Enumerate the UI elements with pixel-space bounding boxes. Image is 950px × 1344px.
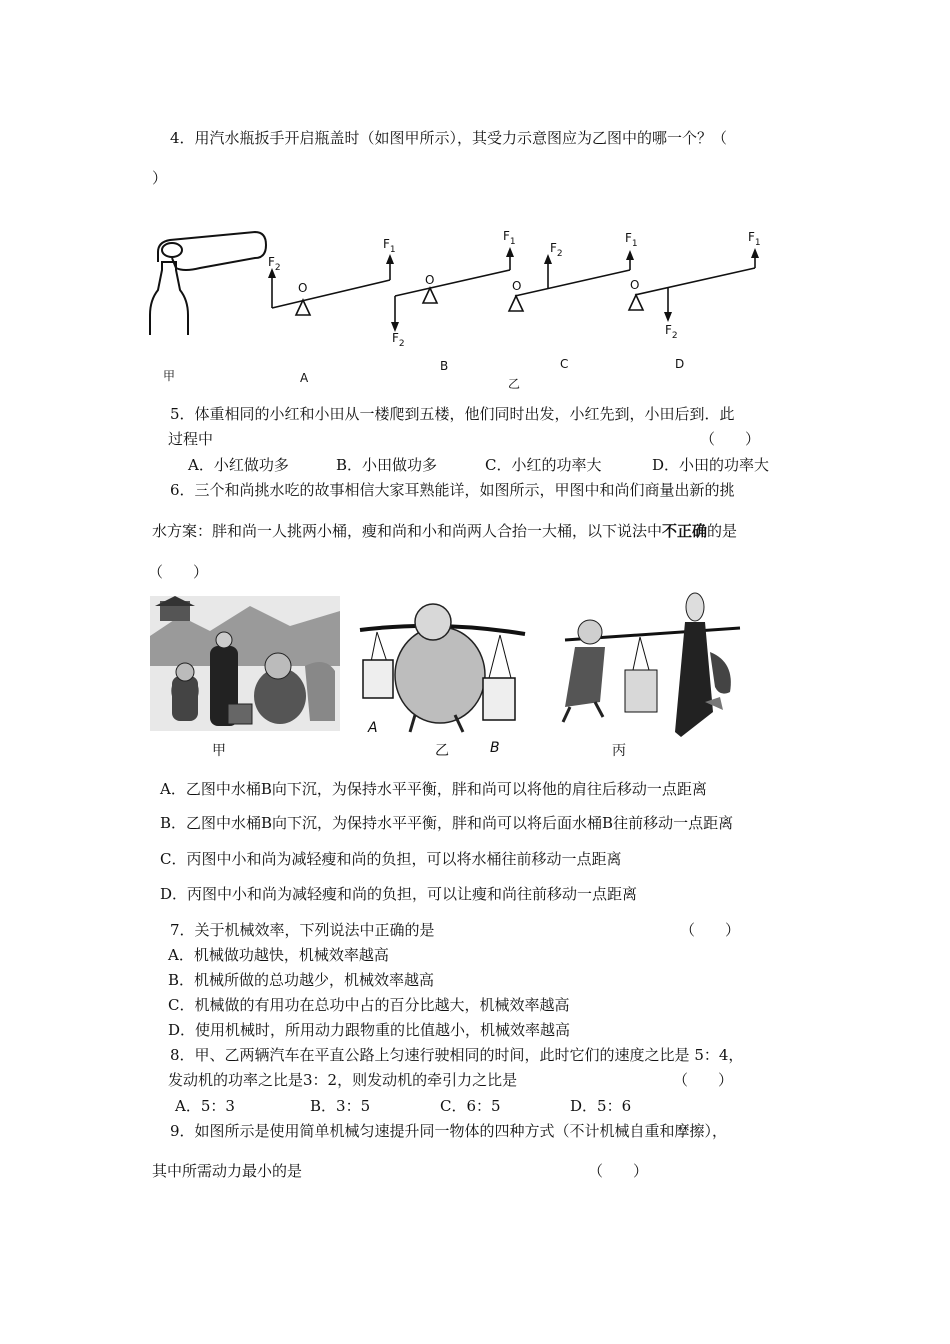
- fig-b-caption: B: [440, 359, 449, 373]
- fig-d-f2-label: $F_2$: [665, 323, 678, 341]
- q6-option-b: B．乙图中水桶B向下沉，为保持水平平衡，胖和尚可以将后面水桶B往前移动一点距离: [160, 814, 734, 832]
- q5-option-d: D．小田的功率大: [652, 456, 770, 474]
- fig-b-f1-label: $F_1$: [503, 229, 516, 247]
- q8-option-c: C．6：5: [440, 1097, 501, 1115]
- fig-c-o-label: O: [512, 279, 522, 293]
- fig-c-f1-label: $F_1$: [625, 231, 638, 249]
- q7-answer-paren: （ ）: [680, 921, 741, 939]
- fig-b-f2-label: $F_2$: [392, 331, 405, 349]
- q7-stem: 7．关于机械效率，下列说法中正确的是: [170, 921, 435, 939]
- fig-jia-caption: 甲: [163, 369, 176, 383]
- q8-answer-paren: （ ）: [673, 1071, 734, 1089]
- q8-option-a: A．5：3: [175, 1097, 235, 1115]
- picture-yi-label-b: B: [490, 740, 500, 756]
- monks-discussing-picture: [150, 596, 340, 731]
- bottle-opener-drawing: [150, 232, 266, 335]
- q5-answer-paren: （ ）: [700, 430, 761, 448]
- q7-option-b: B．机械所做的总功越少，机械效率越高: [168, 971, 435, 989]
- fig-c-f2-label: $F_2$: [550, 241, 563, 259]
- q7-option-d: D．使用机械时，所用动力跟物重的比值越小，机械效率越高: [168, 1021, 571, 1039]
- q5-option-c: C．小红的功率大: [485, 456, 602, 474]
- q5-option-a: A．小红做功多: [188, 456, 289, 474]
- q7-option-a: A．机械做功越快，机械效率越高: [168, 946, 389, 964]
- picture-yi-caption: 乙: [435, 743, 449, 759]
- fig-a-f2-label: $F_2$: [268, 255, 281, 273]
- q8-stem-line2: 发动机的功率之比是3：2，则发动机的牵引力之比是: [168, 1071, 518, 1089]
- q6-option-d: D．丙图中小和尚为减轻瘦和尚的负担，可以让瘦和尚往前移动一点距离: [160, 885, 638, 903]
- picture-yi-label-a: A: [368, 720, 378, 736]
- q7-option-c: C．机械做的有用功在总功中占的百分比越大，机械效率越高: [168, 996, 570, 1014]
- q5-stem-line2: 过程中: [168, 430, 214, 448]
- q9-stem-line2: 其中所需动力最小的是: [152, 1162, 303, 1180]
- q6-answer-paren: （ ）: [148, 563, 209, 581]
- q4-stem-line2: ）: [152, 169, 168, 187]
- fig-yi-caption: 乙: [508, 377, 521, 391]
- q5-stem-line1: 5．体重相同的小红和小田从一楼爬到五楼，他们同时出发，小红先到，小田后到．此: [170, 405, 735, 423]
- q6-stem-part3: 的是: [707, 522, 738, 540]
- two-monks-carrying-picture: [545, 592, 745, 742]
- q4-stem-line1: 4．用汽水瓶扳手开启瓶盖时（如图甲所示），其受力示意图应为乙图中的哪一个？（: [170, 129, 728, 147]
- q4-figure: [0, 0, 950, 400]
- q8-option-d: D．5：6: [570, 1097, 632, 1115]
- q8-option-b: B．3：5: [310, 1097, 371, 1115]
- q6-stem-line2: [152, 520, 737, 541]
- picture-jia-caption: 甲: [212, 743, 226, 759]
- q6-stem-part1: 水方案：胖和尚一人挑两小桶，瘦和尚和小和尚两人合抬一大桶，以下说法中: [152, 522, 663, 540]
- q9-stem-line1: 9．如图所示是使用简单机械匀速提升同一物体的四种方式（不计机械自重和摩擦），: [170, 1122, 728, 1140]
- fig-b-o-label: O: [425, 273, 435, 287]
- q6-option-a: A．乙图中水桶B向下沉，为保持水平平衡，胖和尚可以将他的肩往后移动一点距离: [160, 780, 707, 798]
- fig-d-o-label: O: [630, 278, 640, 292]
- q6-option-c: C．丙图中小和尚为减轻瘦和尚的负担，可以将水桶往前移动一点距离: [160, 850, 622, 868]
- q8-stem-line1: 8．甲、乙两辆汽车在平直公路上匀速行驶相同的时间，此时它们的速度之比是 5：4，: [170, 1046, 744, 1064]
- picture-bing-caption: 丙: [612, 743, 626, 759]
- fig-a-f1-label: $F_1$: [383, 237, 396, 255]
- fig-a-o-label: O: [298, 281, 308, 295]
- fat-monk-carrying-picture: [355, 600, 530, 735]
- q6-stem-line1: 6．三个和尚挑水吃的故事相信大家耳熟能详，如图所示，甲图中和尚们商量出新的挑: [170, 481, 735, 499]
- q6-stem-emphasis: 不正确: [662, 522, 708, 540]
- fig-a-caption: A: [300, 371, 309, 385]
- fig-d-caption: D: [675, 357, 685, 371]
- q9-answer-paren: （ ）: [588, 1162, 649, 1180]
- fig-d-f1-label: $F_1$: [748, 230, 761, 248]
- q5-option-b: B．小田做功多: [336, 456, 438, 474]
- fig-c-caption: C: [560, 357, 569, 371]
